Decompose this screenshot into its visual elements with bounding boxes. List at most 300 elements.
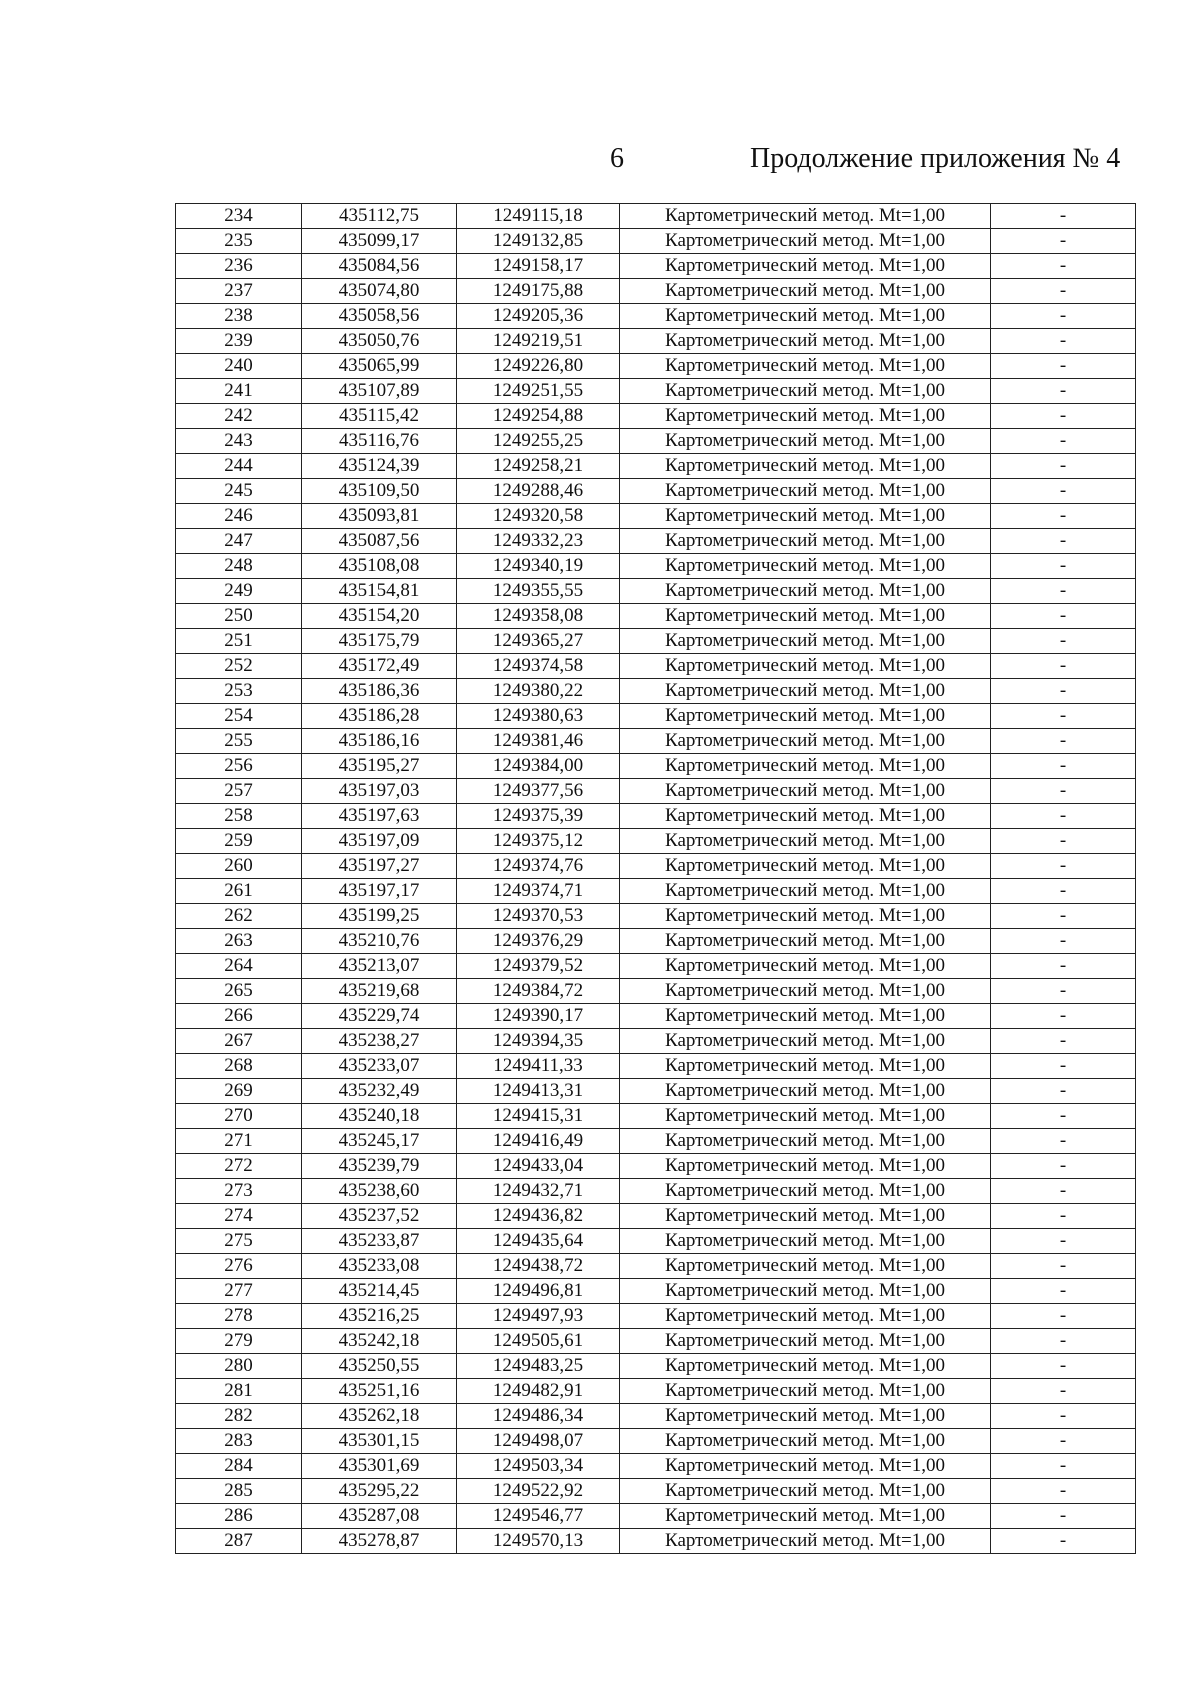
point-number-cell: 271	[176, 1129, 302, 1154]
table-row	[176, 729, 1136, 754]
y-coordinate-cell: 1249570,13	[457, 1529, 620, 1554]
table-row	[176, 1454, 1136, 1479]
y-coordinate-cell: 1249132,85	[457, 229, 620, 254]
method-cell: Картометрический метод. Mt=1,00	[620, 854, 991, 879]
x-coordinate-cell: 435116,76	[302, 429, 457, 454]
description-cell: -	[991, 429, 1136, 454]
x-coordinate-cell: 435172,49	[302, 654, 457, 679]
y-coordinate-cell: 1249497,93	[457, 1304, 620, 1329]
table-row	[176, 1104, 1136, 1129]
y-coordinate-cell: 1249503,34	[457, 1454, 620, 1479]
method-cell: Картометрический метод. Mt=1,00	[620, 1404, 991, 1429]
x-coordinate-cell: 435232,49	[302, 1079, 457, 1104]
method-cell: Картометрический метод. Mt=1,00	[620, 979, 991, 1004]
description-cell: -	[991, 1404, 1136, 1429]
point-number-cell: 281	[176, 1379, 302, 1404]
y-coordinate-cell: 1249115,18	[457, 204, 620, 229]
point-number-cell: 268	[176, 1054, 302, 1079]
x-coordinate-cell: 435233,07	[302, 1054, 457, 1079]
method-cell: Картометрический метод. Mt=1,00	[620, 1104, 991, 1129]
description-cell: -	[991, 1379, 1136, 1404]
x-coordinate-cell: 435197,17	[302, 879, 457, 904]
method-cell: Картометрический метод. Mt=1,00	[620, 1129, 991, 1154]
y-coordinate-cell: 1249483,25	[457, 1354, 620, 1379]
point-number-cell: 240	[176, 354, 302, 379]
point-number-cell: 260	[176, 854, 302, 879]
method-cell: Картометрический метод. Mt=1,00	[620, 279, 991, 304]
table-row	[176, 1179, 1136, 1204]
y-coordinate-cell: 1249381,46	[457, 729, 620, 754]
method-cell: Картометрический метод. Mt=1,00	[620, 629, 991, 654]
method-cell: Картометрический метод. Mt=1,00	[620, 1029, 991, 1054]
y-coordinate-cell: 1249411,33	[457, 1054, 620, 1079]
x-coordinate-cell: 435238,60	[302, 1179, 457, 1204]
table-row	[176, 1429, 1136, 1454]
table-row	[176, 1054, 1136, 1079]
coordinates-table-body	[176, 204, 1136, 1554]
table-row	[176, 629, 1136, 654]
table-row	[176, 1154, 1136, 1179]
point-number-cell: 257	[176, 779, 302, 804]
point-number-cell: 267	[176, 1029, 302, 1054]
point-number-cell: 287	[176, 1529, 302, 1554]
description-cell: -	[991, 1229, 1136, 1254]
x-coordinate-cell: 435093,81	[302, 504, 457, 529]
point-number-cell: 266	[176, 1004, 302, 1029]
point-number-cell: 263	[176, 929, 302, 954]
table-row	[176, 954, 1136, 979]
x-coordinate-cell: 435109,50	[302, 479, 457, 504]
x-coordinate-cell: 435115,42	[302, 404, 457, 429]
x-coordinate-cell: 435278,87	[302, 1529, 457, 1554]
x-coordinate-cell: 435233,08	[302, 1254, 457, 1279]
table-row	[176, 1304, 1136, 1329]
point-number-cell: 285	[176, 1479, 302, 1504]
method-cell: Картометрический метод. Mt=1,00	[620, 1154, 991, 1179]
method-cell: Картометрический метод. Mt=1,00	[620, 754, 991, 779]
point-number-cell: 261	[176, 879, 302, 904]
method-cell: Картометрический метод. Mt=1,00	[620, 429, 991, 454]
description-cell: -	[991, 1179, 1136, 1204]
point-number-cell: 279	[176, 1329, 302, 1354]
table-row	[176, 1354, 1136, 1379]
y-coordinate-cell: 1249433,04	[457, 1154, 620, 1179]
x-coordinate-cell: 435197,63	[302, 804, 457, 829]
method-cell: Картометрический метод. Mt=1,00	[620, 1479, 991, 1504]
description-cell: -	[991, 654, 1136, 679]
method-cell: Картометрический метод. Mt=1,00	[620, 504, 991, 529]
description-cell: -	[991, 279, 1136, 304]
table-row	[176, 1079, 1136, 1104]
description-cell: -	[991, 504, 1136, 529]
method-cell: Картометрический метод. Mt=1,00	[620, 1504, 991, 1529]
method-cell: Картометрический метод. Mt=1,00	[620, 1004, 991, 1029]
y-coordinate-cell: 1249175,88	[457, 279, 620, 304]
method-cell: Картометрический метод. Mt=1,00	[620, 379, 991, 404]
x-coordinate-cell: 435216,25	[302, 1304, 457, 1329]
y-coordinate-cell: 1249384,00	[457, 754, 620, 779]
table-row	[176, 1279, 1136, 1304]
y-coordinate-cell: 1249415,31	[457, 1104, 620, 1129]
description-cell: -	[991, 1154, 1136, 1179]
y-coordinate-cell: 1249390,17	[457, 1004, 620, 1029]
table-row	[176, 429, 1136, 454]
description-cell: -	[991, 729, 1136, 754]
point-number-cell: 275	[176, 1229, 302, 1254]
y-coordinate-cell: 1249496,81	[457, 1279, 620, 1304]
page-number: 6	[610, 143, 624, 174]
point-number-cell: 241	[176, 379, 302, 404]
description-cell: -	[991, 804, 1136, 829]
x-coordinate-cell: 435154,81	[302, 579, 457, 604]
description-cell: -	[991, 404, 1136, 429]
y-coordinate-cell: 1249226,80	[457, 354, 620, 379]
y-coordinate-cell: 1249374,58	[457, 654, 620, 679]
method-cell: Картометрический метод. Mt=1,00	[620, 254, 991, 279]
y-coordinate-cell: 1249432,71	[457, 1179, 620, 1204]
table-row	[176, 1229, 1136, 1254]
y-coordinate-cell: 1249486,34	[457, 1404, 620, 1429]
point-number-cell: 245	[176, 479, 302, 504]
point-number-cell: 282	[176, 1404, 302, 1429]
x-coordinate-cell: 435058,56	[302, 304, 457, 329]
description-cell: -	[991, 1429, 1136, 1454]
x-coordinate-cell: 435112,75	[302, 204, 457, 229]
method-cell: Картометрический метод. Mt=1,00	[620, 1329, 991, 1354]
table-row	[176, 479, 1136, 504]
description-cell: -	[991, 1104, 1136, 1129]
method-cell: Картометрический метод. Mt=1,00	[620, 704, 991, 729]
x-coordinate-cell: 435287,08	[302, 1504, 457, 1529]
x-coordinate-cell: 435214,45	[302, 1279, 457, 1304]
method-cell: Картометрический метод. Mt=1,00	[620, 1529, 991, 1554]
table-row	[176, 279, 1136, 304]
table-row	[176, 254, 1136, 279]
method-cell: Картометрический метод. Mt=1,00	[620, 879, 991, 904]
description-cell: -	[991, 854, 1136, 879]
description-cell: -	[991, 529, 1136, 554]
y-coordinate-cell: 1249251,55	[457, 379, 620, 404]
table-row	[176, 229, 1136, 254]
description-cell: -	[991, 704, 1136, 729]
point-number-cell: 248	[176, 554, 302, 579]
description-cell: -	[991, 1479, 1136, 1504]
description-cell: -	[991, 379, 1136, 404]
method-cell: Картометрический метод. Mt=1,00	[620, 329, 991, 354]
description-cell: -	[991, 904, 1136, 929]
x-coordinate-cell: 435154,20	[302, 604, 457, 629]
table-row	[176, 679, 1136, 704]
point-number-cell: 243	[176, 429, 302, 454]
table-row	[176, 929, 1136, 954]
method-cell: Картометрический метод. Mt=1,00	[620, 1079, 991, 1104]
table-row	[176, 804, 1136, 829]
table-row	[176, 554, 1136, 579]
x-coordinate-cell: 435250,55	[302, 1354, 457, 1379]
description-cell: -	[991, 1304, 1136, 1329]
method-cell: Картометрический метод. Mt=1,00	[620, 929, 991, 954]
point-number-cell: 277	[176, 1279, 302, 1304]
method-cell: Картометрический метод. Mt=1,00	[620, 779, 991, 804]
table-row	[176, 329, 1136, 354]
table-row	[176, 979, 1136, 1004]
method-cell: Картометрический метод. Mt=1,00	[620, 579, 991, 604]
table-row	[176, 579, 1136, 604]
table-row	[176, 1029, 1136, 1054]
table-row	[176, 829, 1136, 854]
method-cell: Картометрический метод. Mt=1,00	[620, 1354, 991, 1379]
table-row	[176, 854, 1136, 879]
y-coordinate-cell: 1249374,76	[457, 854, 620, 879]
table-row	[176, 704, 1136, 729]
method-cell: Картометрический метод. Mt=1,00	[620, 529, 991, 554]
point-number-cell: 272	[176, 1154, 302, 1179]
y-coordinate-cell: 1249416,49	[457, 1129, 620, 1154]
table-row	[176, 504, 1136, 529]
table-row	[176, 1329, 1136, 1354]
point-number-cell: 246	[176, 504, 302, 529]
point-number-cell: 258	[176, 804, 302, 829]
table-row	[176, 1204, 1136, 1229]
point-number-cell: 265	[176, 979, 302, 1004]
method-cell: Картометрический метод. Mt=1,00	[620, 304, 991, 329]
description-cell: -	[991, 1454, 1136, 1479]
table-row	[176, 1529, 1136, 1554]
description-cell: -	[991, 554, 1136, 579]
method-cell: Картометрический метод. Mt=1,00	[620, 804, 991, 829]
x-coordinate-cell: 435186,16	[302, 729, 457, 754]
table-row	[176, 1404, 1136, 1429]
y-coordinate-cell: 1249436,82	[457, 1204, 620, 1229]
point-number-cell: 247	[176, 529, 302, 554]
y-coordinate-cell: 1249219,51	[457, 329, 620, 354]
x-coordinate-cell: 435084,56	[302, 254, 457, 279]
x-coordinate-cell: 435245,17	[302, 1129, 457, 1154]
description-cell: -	[991, 304, 1136, 329]
x-coordinate-cell: 435240,18	[302, 1104, 457, 1129]
point-number-cell: 278	[176, 1304, 302, 1329]
description-cell: -	[991, 754, 1136, 779]
y-coordinate-cell: 1249380,22	[457, 679, 620, 704]
x-coordinate-cell: 435242,18	[302, 1329, 457, 1354]
x-coordinate-cell: 435210,76	[302, 929, 457, 954]
page-header-title: Продолжение приложения № 4	[750, 143, 1121, 174]
table-row	[176, 379, 1136, 404]
x-coordinate-cell: 435197,03	[302, 779, 457, 804]
y-coordinate-cell: 1249379,52	[457, 954, 620, 979]
description-cell: -	[991, 979, 1136, 1004]
method-cell: Картометрический метод. Mt=1,00	[620, 554, 991, 579]
point-number-cell: 273	[176, 1179, 302, 1204]
y-coordinate-cell: 1249438,72	[457, 1254, 620, 1279]
y-coordinate-cell: 1249546,77	[457, 1504, 620, 1529]
y-coordinate-cell: 1249288,46	[457, 479, 620, 504]
description-cell: -	[991, 1004, 1136, 1029]
coordinates-table	[175, 203, 1136, 1554]
point-number-cell: 269	[176, 1079, 302, 1104]
y-coordinate-cell: 1249258,21	[457, 454, 620, 479]
table-row	[176, 1129, 1136, 1154]
method-cell: Картометрический метод. Mt=1,00	[620, 1429, 991, 1454]
table-row	[176, 454, 1136, 479]
table-row	[176, 1254, 1136, 1279]
description-cell: -	[991, 954, 1136, 979]
y-coordinate-cell: 1249380,63	[457, 704, 620, 729]
point-number-cell: 284	[176, 1454, 302, 1479]
method-cell: Картометрический метод. Mt=1,00	[620, 729, 991, 754]
table-row	[176, 204, 1136, 229]
point-number-cell: 286	[176, 1504, 302, 1529]
method-cell: Картометрический метод. Mt=1,00	[620, 454, 991, 479]
x-coordinate-cell: 435197,27	[302, 854, 457, 879]
method-cell: Картометрический метод. Mt=1,00	[620, 829, 991, 854]
point-number-cell: 244	[176, 454, 302, 479]
method-cell: Картометрический метод. Mt=1,00	[620, 479, 991, 504]
y-coordinate-cell: 1249374,71	[457, 879, 620, 904]
table-row	[176, 1004, 1136, 1029]
y-coordinate-cell: 1249340,19	[457, 554, 620, 579]
x-coordinate-cell: 435065,99	[302, 354, 457, 379]
description-cell: -	[991, 1529, 1136, 1554]
description-cell: -	[991, 629, 1136, 654]
x-coordinate-cell: 435050,76	[302, 329, 457, 354]
description-cell: -	[991, 1054, 1136, 1079]
description-cell: -	[991, 1029, 1136, 1054]
description-cell: -	[991, 829, 1136, 854]
method-cell: Картометрический метод. Mt=1,00	[620, 229, 991, 254]
method-cell: Картометрический метод. Mt=1,00	[620, 654, 991, 679]
table-row	[176, 604, 1136, 629]
table-row	[176, 1379, 1136, 1404]
point-number-cell: 252	[176, 654, 302, 679]
description-cell: -	[991, 1079, 1136, 1104]
description-cell: -	[991, 329, 1136, 354]
point-number-cell: 255	[176, 729, 302, 754]
point-number-cell: 237	[176, 279, 302, 304]
method-cell: Картометрический метод. Mt=1,00	[620, 954, 991, 979]
description-cell: -	[991, 1254, 1136, 1279]
point-number-cell: 270	[176, 1104, 302, 1129]
x-coordinate-cell: 435301,15	[302, 1429, 457, 1454]
point-number-cell: 250	[176, 604, 302, 629]
y-coordinate-cell: 1249158,17	[457, 254, 620, 279]
description-cell: -	[991, 679, 1136, 704]
method-cell: Картометрический метод. Mt=1,00	[620, 604, 991, 629]
description-cell: -	[991, 479, 1136, 504]
y-coordinate-cell: 1249358,08	[457, 604, 620, 629]
y-coordinate-cell: 1249254,88	[457, 404, 620, 429]
x-coordinate-cell: 435251,16	[302, 1379, 457, 1404]
method-cell: Картометрический метод. Mt=1,00	[620, 1279, 991, 1304]
method-cell: Картометрический метод. Mt=1,00	[620, 904, 991, 929]
table-row	[176, 879, 1136, 904]
point-number-cell: 259	[176, 829, 302, 854]
method-cell: Картометрический метод. Mt=1,00	[620, 1054, 991, 1079]
y-coordinate-cell: 1249384,72	[457, 979, 620, 1004]
point-number-cell: 262	[176, 904, 302, 929]
method-cell: Картометрический метод. Mt=1,00	[620, 1454, 991, 1479]
x-coordinate-cell: 435107,89	[302, 379, 457, 404]
description-cell: -	[991, 929, 1136, 954]
method-cell: Картометрический метод. Mt=1,00	[620, 1304, 991, 1329]
method-cell: Картометрический метод. Mt=1,00	[620, 1229, 991, 1254]
method-cell: Картометрический метод. Mt=1,00	[620, 404, 991, 429]
x-coordinate-cell: 435124,39	[302, 454, 457, 479]
point-number-cell: 251	[176, 629, 302, 654]
x-coordinate-cell: 435238,27	[302, 1029, 457, 1054]
y-coordinate-cell: 1249320,58	[457, 504, 620, 529]
point-number-cell: 264	[176, 954, 302, 979]
method-cell: Картометрический метод. Mt=1,00	[620, 1204, 991, 1229]
x-coordinate-cell: 435175,79	[302, 629, 457, 654]
x-coordinate-cell: 435219,68	[302, 979, 457, 1004]
method-cell: Картометрический метод. Mt=1,00	[620, 1379, 991, 1404]
description-cell: -	[991, 604, 1136, 629]
table-row	[176, 1479, 1136, 1504]
point-number-cell: 242	[176, 404, 302, 429]
x-coordinate-cell: 435213,07	[302, 954, 457, 979]
y-coordinate-cell: 1249376,29	[457, 929, 620, 954]
point-number-cell: 256	[176, 754, 302, 779]
x-coordinate-cell: 435195,27	[302, 754, 457, 779]
x-coordinate-cell: 435074,80	[302, 279, 457, 304]
description-cell: -	[991, 229, 1136, 254]
x-coordinate-cell: 435099,17	[302, 229, 457, 254]
y-coordinate-cell: 1249255,25	[457, 429, 620, 454]
table-row	[176, 404, 1136, 429]
x-coordinate-cell: 435199,25	[302, 904, 457, 929]
table-row	[176, 529, 1136, 554]
y-coordinate-cell: 1249498,07	[457, 1429, 620, 1454]
method-cell: Картометрический метод. Mt=1,00	[620, 679, 991, 704]
table-row	[176, 904, 1136, 929]
y-coordinate-cell: 1249482,91	[457, 1379, 620, 1404]
x-coordinate-cell: 435229,74	[302, 1004, 457, 1029]
x-coordinate-cell: 435197,09	[302, 829, 457, 854]
point-number-cell: 283	[176, 1429, 302, 1454]
point-number-cell: 254	[176, 704, 302, 729]
y-coordinate-cell: 1249394,35	[457, 1029, 620, 1054]
table-row	[176, 754, 1136, 779]
method-cell: Картометрический метод. Mt=1,00	[620, 204, 991, 229]
x-coordinate-cell: 435262,18	[302, 1404, 457, 1429]
y-coordinate-cell: 1249365,27	[457, 629, 620, 654]
point-number-cell: 239	[176, 329, 302, 354]
y-coordinate-cell: 1249370,53	[457, 904, 620, 929]
description-cell: -	[991, 454, 1136, 479]
x-coordinate-cell: 435108,08	[302, 554, 457, 579]
table-row	[176, 354, 1136, 379]
description-cell: -	[991, 879, 1136, 904]
y-coordinate-cell: 1249205,36	[457, 304, 620, 329]
description-cell: -	[991, 204, 1136, 229]
x-coordinate-cell: 435237,52	[302, 1204, 457, 1229]
description-cell: -	[991, 1504, 1136, 1529]
description-cell: -	[991, 1129, 1136, 1154]
description-cell: -	[991, 354, 1136, 379]
table-row	[176, 654, 1136, 679]
y-coordinate-cell: 1249332,23	[457, 529, 620, 554]
point-number-cell: 274	[176, 1204, 302, 1229]
x-coordinate-cell: 435239,79	[302, 1154, 457, 1179]
table-row	[176, 304, 1136, 329]
x-coordinate-cell: 435087,56	[302, 529, 457, 554]
description-cell: -	[991, 1354, 1136, 1379]
y-coordinate-cell: 1249375,39	[457, 804, 620, 829]
description-cell: -	[991, 579, 1136, 604]
y-coordinate-cell: 1249377,56	[457, 779, 620, 804]
y-coordinate-cell: 1249413,31	[457, 1079, 620, 1104]
